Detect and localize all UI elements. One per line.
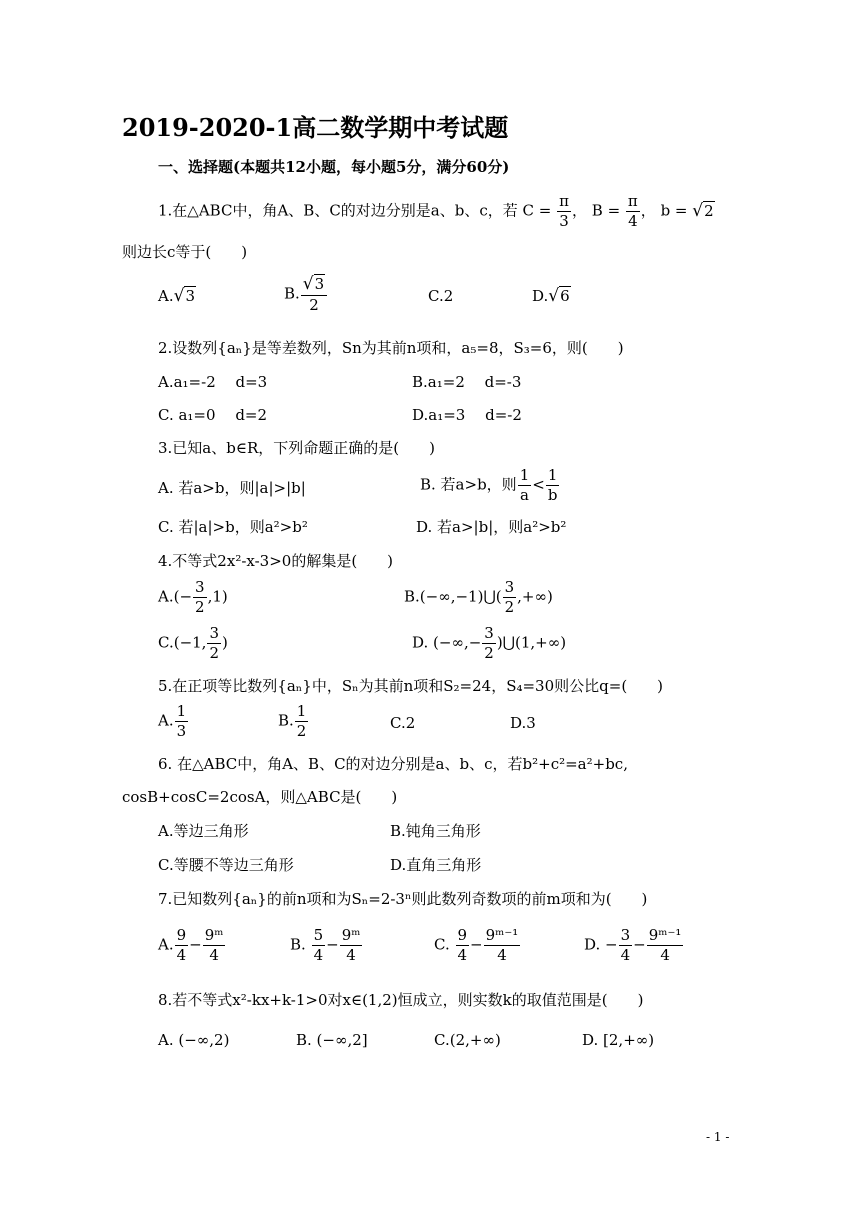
- q3-option-a: A. 若a>b，则|a|>|b|: [158, 479, 306, 497]
- q8-stem: 8.若不等式x²-kx+k-1>0对x∈(1,2)恒成立，则实数k的取值范围是( ): [158, 991, 644, 1009]
- q8-option-b: B. (−∞,2]: [296, 1031, 368, 1049]
- q6-stem-line1: 6. 在△ABC中，角A、B、C的对边分别是a、b、c，若b²+c²=a²+bc,: [158, 755, 628, 773]
- q8-option-d: D. [2,+∞): [582, 1031, 655, 1049]
- q5-stem: 5.在正项等比数列{aₙ}中，Sₙ为其前n项和S₂=24，S₄=30则公比q=( ): [158, 677, 664, 695]
- q4-option-c: C.(−1, $\frac{3}{2}$ ): [158, 624, 228, 662]
- q5-option-c: C.2: [390, 714, 416, 732]
- q2-option-c: C. a₁=0 d=2: [158, 406, 268, 424]
- sqrt-6: √6: [548, 286, 570, 306]
- q1-option-c: C.2: [428, 287, 454, 305]
- q2-option-d: D.a₁=3 d=-2: [412, 406, 522, 424]
- sqrt-2: √2: [692, 200, 714, 221]
- section-heading: 一、选择题(本题共12小题，每小题5分，满分60分): [158, 158, 510, 176]
- page-title: 2019-2020-1高二数学期中考试题: [122, 113, 509, 142]
- q6-option-d: D.直角三角形: [390, 856, 482, 874]
- q4-option-a: A.(− $\frac{3}{2}$ ,1): [158, 578, 228, 616]
- q5-option-b: B. $\frac{1}{2}$: [278, 702, 307, 740]
- q7-option-b: B. $\frac{5}{4}$ − $\frac{\text{9ᵐ}}{4}$: [290, 926, 361, 964]
- q5-option-d: D.3: [510, 714, 536, 732]
- q4-option-d: D. (−∞,− $\frac{3}{2}$ )⋃(1,+∞): [412, 624, 567, 662]
- q1-stem-line2: 则边长c等于( ): [122, 243, 248, 261]
- q1-stem-line1: 1.在△ABC中，角A、B、C的对边分别是a、b、c，若 C = $\frac{\pi}{3}$ ， B = $\frac{\pi}{4}$ ， b = √2: [158, 192, 714, 230]
- q4-option-b: B.(−∞,−1)⋃( $\frac{3}{2}$ ,+∞): [404, 578, 553, 616]
- q7-stem: 7.已知数列{aₙ}的前n项和为Sₙ=2-3ⁿ则此数列奇数项的前m项和为( ): [158, 890, 648, 908]
- q2-option-b: B.a₁=2 d=-3: [412, 373, 522, 391]
- q3-stem: 3.已知a、b∈R，下列命题正确的是( ): [158, 439, 435, 457]
- q7-option-d: D. − $\frac{3}{4}$ − $\frac{\text{9ᵐ⁻¹}}{4}$: [584, 926, 682, 964]
- q6-option-a: A.等边三角形: [158, 822, 249, 840]
- q8-option-c: C.(2,+∞): [434, 1031, 501, 1049]
- q6-option-c: C.等腰不等边三角形: [158, 856, 294, 874]
- q2-option-a: A.a₁=-2 d=3: [158, 373, 268, 391]
- q8-option-a: A. (−∞,2): [158, 1031, 230, 1049]
- q1-option-a: A.√3: [158, 286, 195, 306]
- q3-option-d: D. 若a>|b|，则a²>b²: [416, 518, 567, 536]
- q6-option-b: B.钝角三角形: [390, 822, 481, 840]
- q6-stem-line2: cosB+cosC=2cosA，则△ABC是( ): [122, 788, 398, 806]
- q3-option-c: C. 若|a|>b，则a²>b²: [158, 518, 308, 536]
- q7-option-c: C. $\frac{9}{4}$ − $\frac{\text{9ᵐ⁻¹}}{4}$: [434, 926, 519, 964]
- q2-stem: 2.设数列{aₙ}是等差数列，Sn为其前n项和，a₅=8，S₃=6，则( ): [158, 339, 624, 357]
- q7-option-a: A. $\frac{9}{4}$ − $\frac{\text{9ᵐ}}{4}$: [158, 926, 224, 964]
- q1-fraction-pi-over-4: $\frac{\pi}{4}$: [627, 192, 638, 230]
- q1-option-b: B. $\frac{√3}{2}$: [284, 276, 328, 313]
- q1-option-d: D.√6: [532, 286, 570, 306]
- sqrt-3: √3: [173, 286, 195, 306]
- q5-option-a: A. $\frac{1}{3}$: [158, 702, 187, 740]
- page-number: - 1 -: [706, 1130, 730, 1144]
- q3-option-b: B. 若a>b，则 $\frac{1}{a}$ < $\frac{1}{b}$: [420, 466, 558, 504]
- q4-stem: 4.不等式2x²-x-3>0的解集是( ): [158, 552, 394, 570]
- q1-fraction-pi-over-3: $\frac{\pi}{3}$: [559, 192, 569, 230]
